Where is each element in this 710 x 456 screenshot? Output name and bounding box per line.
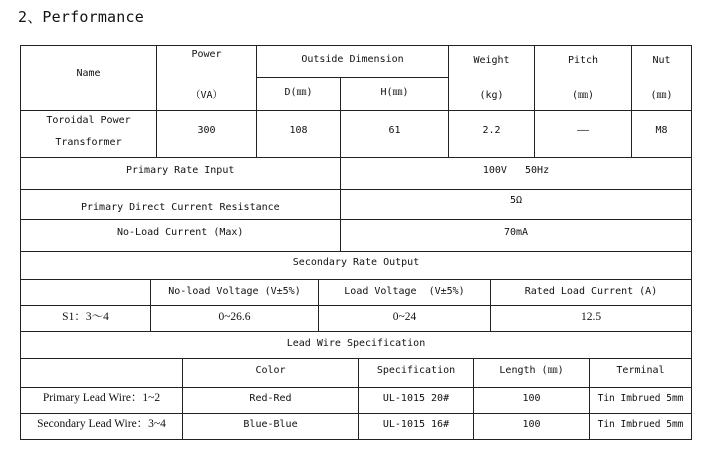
header-pitch: Pitch	[567, 55, 599, 66]
primary-rate-input-value: 100V 50Hz	[482, 165, 550, 176]
secondary-row-label: S1：3～4	[62, 311, 109, 323]
primary-rate-input-label: Primary Rate Input	[126, 165, 235, 176]
lead-row1-spec: UL-1015 20#	[382, 393, 450, 404]
secondary-current-header: Rated Load Current (A)	[524, 286, 658, 297]
primary-dcr-value: 5Ω	[509, 195, 523, 206]
secondary-row-noload: 0~26.6	[218, 311, 251, 323]
header-name: Name	[76, 68, 101, 79]
secondary-noload-header: No-load Voltage (V±5%)	[168, 286, 301, 297]
lead-row2-spec: UL-1015 16#	[382, 419, 450, 430]
weight-value: 2.2	[482, 125, 501, 136]
lead-title: Lead Wire Specification	[286, 338, 426, 349]
lead-length-header: Length (㎜)	[499, 365, 564, 376]
header-weight-unit: (kg)	[479, 90, 504, 101]
product-name-line1: Toroidal Power	[46, 115, 131, 126]
d-value: 108	[289, 125, 308, 136]
lead-terminal-header: Terminal	[616, 365, 665, 376]
power-value: 300	[197, 125, 216, 136]
noload-current-label: No-Load Current (Max)	[117, 227, 244, 238]
header-power-unit: （VA）	[190, 90, 223, 101]
primary-dcr-label: Primary Direct Current Resistance	[81, 202, 280, 213]
lead-row2-label: Secondary Lead Wire：3~4	[37, 418, 166, 430]
lead-row2-terminal: Tin Imbrued 5mm	[597, 419, 684, 430]
secondary-row-load: 0~24	[392, 311, 417, 323]
lead-row1-length: 100	[522, 393, 541, 404]
header-d: D(㎜)	[284, 87, 313, 98]
header-weight: Weight	[473, 55, 510, 66]
header-nut-unit: (㎜)	[650, 90, 673, 101]
lead-row2-color: Blue-Blue	[243, 419, 298, 430]
product-name-line2: Transformer	[55, 137, 122, 148]
cell-secondary-blank	[20, 279, 151, 306]
secondary-title: Secondary Rate Output	[292, 257, 420, 268]
lead-row2-length: 100	[522, 419, 541, 430]
secondary-row-current: 12.5	[580, 311, 602, 323]
h-value: 61	[388, 125, 401, 136]
lead-spec-header: Specification	[376, 365, 456, 376]
nut-value: M8	[655, 125, 668, 136]
section-heading: 2、Performance	[18, 8, 144, 26]
lead-row1-color: Red-Red	[249, 393, 292, 404]
header-nut: Nut	[652, 55, 671, 66]
secondary-load-header: Load Voltage (V±5%)	[344, 286, 465, 297]
lead-color-header: Color	[255, 365, 286, 376]
pitch-value: ——	[576, 125, 590, 136]
header-pitch-unit: (㎜)	[571, 90, 595, 101]
header-h: H(㎜)	[380, 87, 409, 98]
lead-row1-label: Primary Lead Wire：1~2	[42, 392, 161, 404]
noload-current-value: 70mA	[503, 227, 529, 238]
cell-lead-blank	[20, 358, 183, 388]
header-power: Power	[191, 49, 222, 60]
header-outside-dimension: Outside Dimension	[301, 54, 404, 65]
lead-row1-terminal: Tin Imbrued 5mm	[597, 393, 684, 404]
